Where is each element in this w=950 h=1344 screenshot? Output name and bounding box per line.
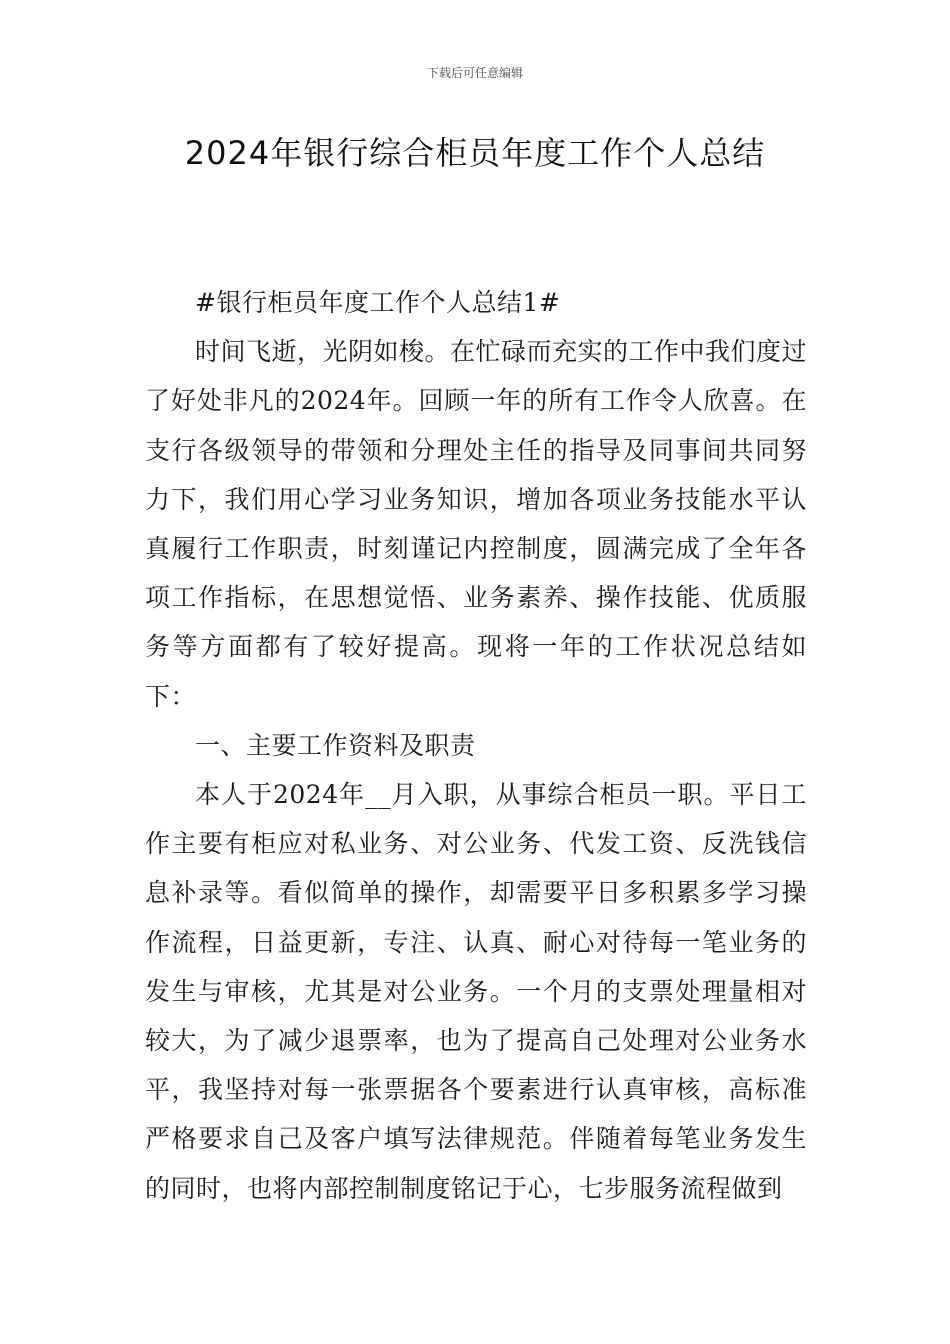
intro-paragraph: 时间飞逝，光阴如梭。在忙碌而充实的工作中我们度过了好处非凡的2024年。回顾一年的所有工作令人欣喜。在支行各级领导的带领和分理处主任的指导及同事间共同努力下，我们用心学习业务知识，增加各项业务技能水平认真履行工作职责，时刻谨记内控制度，圆满完成了全年各项工作指标，在思想觉悟、业务素养、操作技能、优质服务等方面都有了较好提高。现将一年的工作状况总结如下： <box>145 337 808 711</box>
duties-paragraph: 本人于2024年__月入职，从事综合柜员一职。平日工作主要有柜应对私业务、对公业务、代发工资、反洗钱信息补录等。看似简单的操作，却需要平日多积累多学习操作流程，日益更新，专注、认真、耐心对待每一笔业务的发生与审核，尤其是对公业务。一个月的支票处理量相对较大，为了减少退票率，也为了提高自己处理对公业务水平，我坚持对每一张票据各个要素进行认真审核，高标准严格要求自己及客户填写法律规范。伴随着每笔业务发生的同时，也将内部控制制度铭记于心，七步服务流程做到 <box>145 780 807 1203</box>
document-body <box>145 278 807 1213</box>
document-title: 2024年银行综合柜员年度工作个人总结 <box>184 134 766 172</box>
section-heading-duties: 一、主要工作资料及职责 <box>195 730 476 760</box>
header-note: 下载后可任意编辑 <box>426 66 523 80</box>
section-heading-1: #银行柜员年度工作个人总结1# <box>195 288 561 317</box>
